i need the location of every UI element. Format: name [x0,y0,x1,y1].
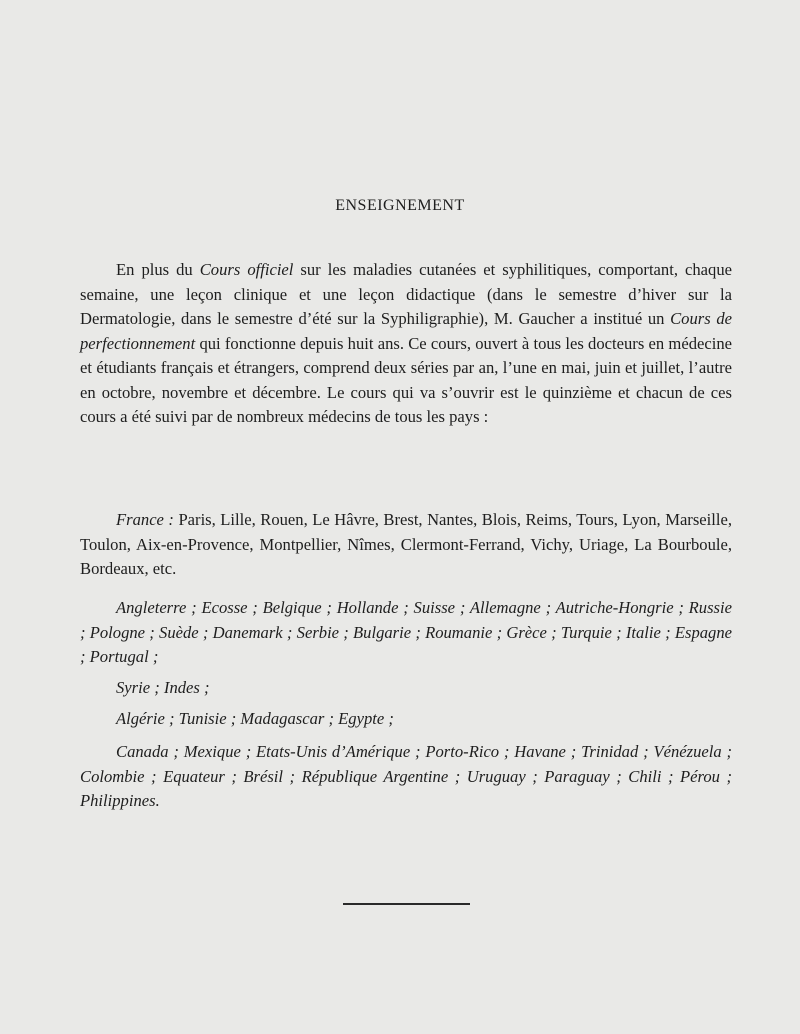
page-title: ENSEIGNEMENT [335,197,465,214]
asia-paragraph: Syrie ; Indes ; [116,678,210,697]
intro-paragraph [80,258,732,430]
intro-text-1: En plus du [116,260,200,279]
europe-paragraph: Angleterre ; Ecosse ; Belgique ; Hollande ; Suisse ; Allemagne ; Autriche-Hongrie ; Russie ; Pologne ; Suède ; Danemark ; Serbie ; Bulgarie ; Roumanie ; Grèce ; Turquie ; Italie ; Espagne ; Portugal ; [80,598,732,666]
cours-officiel-term: Cours officiel [199,260,294,279]
intro-text-2: sur les maladies cutanées et syphilitiques, comportant, chaque semaine, une leçon clinique et une leçon didactique (dans le semestre d’hiver sur la Dermatologie, dans le semestre d’été sur la Syphiligraphie), M. Gaucher a institué un [80,260,732,328]
americas-paragraph: Canada ; Mexique ; Etats-Unis d’Amérique ; Porto-Rico ; Havane ; Trinidad ; Vénézuela ; Colombie ; Equateur ; Brésil ; République Argentine ; Uruguay ; Paraguay ; Chili ; Pérou ; Philippines. [80,742,732,810]
intro-text-3: qui fonctionne depuis huit ans. Ce cours, ouvert à tous les docteurs en médecine et étudiants français et étrangers, comprend deux séries par an, l’une en mai, juin et juillet, l’autre en octobre, novembre et décembre. Le cours qui va s’ouvrir est le quinzième et chacun de ces cours a été suivi par de nombreux médecins de tous les pays : [80,333,732,426]
end-rule [343,903,470,905]
france-paragraph [80,508,732,582]
france-label: France : [116,510,174,529]
france-cities: Paris, Lille, Rouen, Le Hâvre, Brest, Nantes, Blois, Reims, Tours, Lyon, Marseille, Toulon, Aix-en-Provence, Montpellier, Nîmes, Clermont-Ferrand, Vichy, Uriage, La Bourboule, Bordeaux, etc. [80,510,733,578]
africa-paragraph: Algérie ; Tunisie ; Madagascar ; Egypte ; [116,709,394,728]
cours-perfectionnement-term: Cours de perfectionnement [80,309,732,353]
